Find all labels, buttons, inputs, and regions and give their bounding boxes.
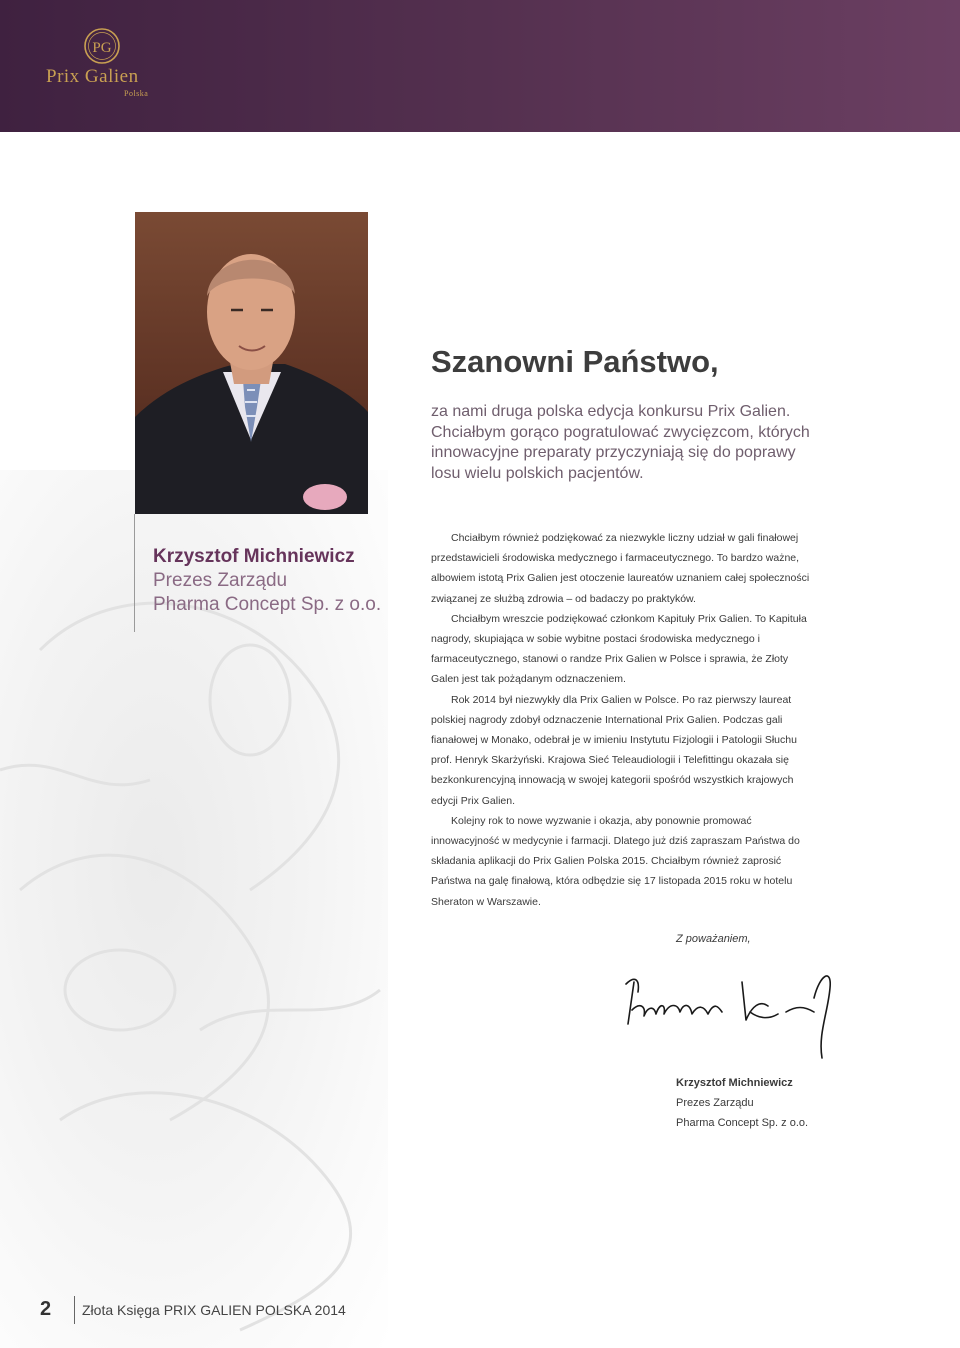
sign-company: Pharma Concept Sp. z o.o. [676,1117,809,1129]
page-number: 2 [40,1298,52,1320]
svg-text:PG: PG [92,40,112,56]
author-company: Pharma Concept Sp. z o.o. [153,594,382,615]
author-block [153,545,381,617]
author-name: Krzysztof Michniewicz [153,546,355,567]
closing-salutation: Z poważaniem, [676,933,751,945]
pg-monogram-icon [80,26,124,66]
footer-divider [74,1296,75,1324]
author-role: Prezes Zarządu [153,570,288,591]
body-paragraph: Chciałbym również podziękować za niezwykle liczny udział w gali finałowej przedstawicieli środowiska medycznego i farmaceutycznego. To bardzo ważne, albowiem istotą Prix Galien jest otoczenie laureatów uznaniem całej społeczności związanej ze służbą zdrowia – od badaczy po praktyków. [431,532,810,605]
footer-title: Złota Księga PRIX GALIEN POLSKA 2014 [82,1302,346,1318]
intro-paragraph: za nami druga polska edycja konkursu Prix Galien. Chciałbym gorąco pogratulować zwycięzcom, których innowacyjne preparaty przyczyniają się do poprawy losu wielu polskich pacjentów. [431,403,810,482]
portrait-photo-icon [135,212,368,514]
signature [618,962,838,1066]
logo-name: Prix Galien [46,66,139,87]
logo-subtitle: Polska [124,89,149,98]
portrait-photo [135,212,368,514]
handwritten-signature-icon [618,962,838,1066]
page-title: Szanowni Państwo, [431,344,719,379]
sign-role: Prezes Zarządu [676,1097,754,1109]
body-paragraph: Rok 2014 był niezwykły dla Prix Galien w Polsce. Po raz pierwszy laureat polskiej nagrody zdobył odznaczenie International Prix Galien. Podczas gali fianałowej w Monako, odebrał je w imieniu Instytutu Fizjologii i Patologii Słuchu prof. Henryk Skarżyński. Krajowa Sieć Teleaudiologii i Telefittingu okazała się bezkonkurencyjną innowacją w swojej kategorii spośród wszystkich krajowych edycji Prix Galien. [431,693,797,807]
signature-block [676,1073,808,1133]
prix-galien-logo [44,26,164,102]
body-paragraph: Kolejny rok to nowe wyzwanie i okazja, aby ponownie promować innowacyjność w medycynie i farmacji. Dlatego już dziś zapraszam Państwa do składania aplikacji do Prix Galien Polska 2015. Chciałbym również zaprosić Państwa na galę finałową, która odbędzie się 17 listopada 2015 roku w hotelu Sheraton w Warszawie. [431,814,800,908]
body-paragraph: Chciałbym wreszcie podziękować członkom Kapituły Prix Galien. To Kapituła nagrody, skupiająca w sobie wybitne postaci środowiska medycznego i farmaceutycznego, stanowi o randze Prix Galien w Polsce i sprawia, że Złoty Galen jest tak pożądanym odznaczeniem. [431,612,807,686]
header-band [0,0,960,132]
author-divider [134,514,135,632]
sign-name: Krzysztof Michniewicz [676,1077,793,1089]
letter-body [431,528,819,912]
